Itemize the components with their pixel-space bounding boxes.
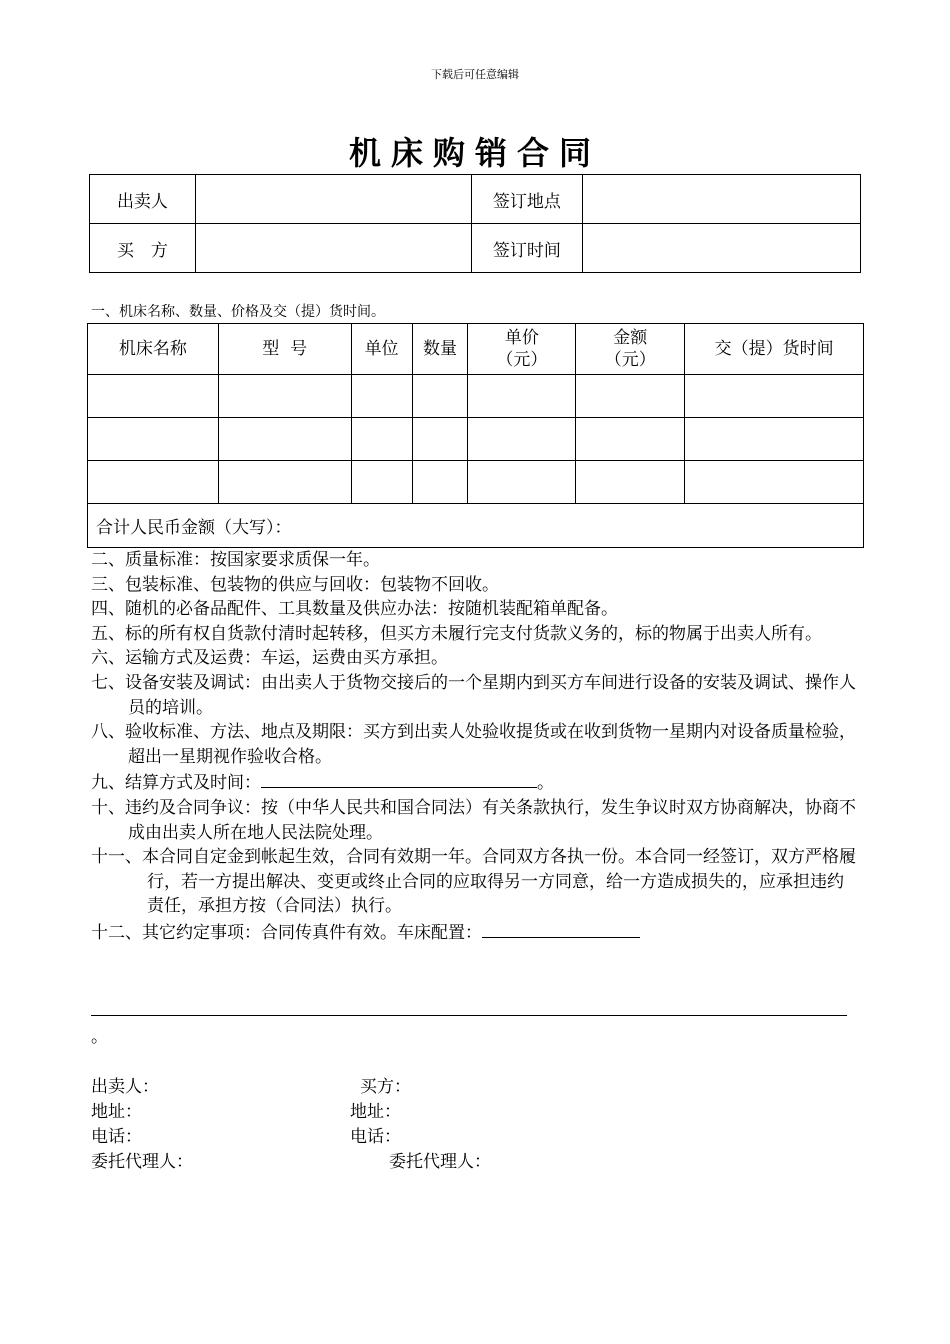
table-cell[interactable] xyxy=(88,461,219,504)
clause-12-label: 十二、其它约定事项：合同传真件有效。车床配置： xyxy=(91,922,482,943)
seller-agent-label: 委托代理人： xyxy=(91,1152,193,1172)
clause-11: 十一、本合同自定金到帐起生效，合同有效期一年。合同双方各执一份。本合同一经签订，双方严格履行，若一方提出解决、变更或终止合同的应取得另一方同意，给一方造成损失的，应承担违约责任，承担方按（合同法）执行。 xyxy=(91,847,856,917)
buyer-address-label: 地址： xyxy=(350,1102,401,1122)
table-cell[interactable] xyxy=(218,375,351,418)
buyer-label: 买 方 xyxy=(90,224,196,273)
clause-6: 六、运输方式及运费：车运，运费由买方承担。 xyxy=(91,648,448,669)
time-field[interactable] xyxy=(583,224,861,273)
header-name: 机床名称 xyxy=(88,324,219,375)
table-cell[interactable] xyxy=(412,418,468,461)
clause-9 xyxy=(91,769,859,796)
clause-12 xyxy=(91,919,859,946)
table-cell[interactable] xyxy=(685,418,864,461)
table-cell[interactable] xyxy=(468,418,576,461)
header-amount-line1: 金额 xyxy=(613,328,648,348)
long-blank-line[interactable] xyxy=(91,1015,847,1016)
header-price-line1: 单价 xyxy=(504,328,539,348)
table-cell[interactable] xyxy=(468,375,576,418)
table-cell[interactable] xyxy=(576,461,685,504)
header-qty: 数量 xyxy=(412,324,468,375)
table-cell[interactable] xyxy=(412,375,468,418)
header-amount-line2: （元） xyxy=(604,350,656,370)
table-row xyxy=(88,375,864,418)
page-title: 机床购销合同 xyxy=(348,134,601,172)
buyer-phone-label: 电话： xyxy=(350,1127,401,1147)
items-table xyxy=(87,323,864,548)
header-amount xyxy=(576,324,685,375)
clause-8: 八、验收标准、方法、地点及期限：买方到出卖人处验收提货或在收到货物一星期内对设备质量检验，超出一星期视作验收合格。 xyxy=(91,722,856,767)
table-cell[interactable] xyxy=(412,461,468,504)
seller-phone-label: 电话： xyxy=(91,1127,142,1147)
clauses xyxy=(91,548,859,946)
seller-field[interactable] xyxy=(195,175,471,224)
buyer-signature-label: 买方： xyxy=(360,1077,411,1097)
seller-label: 出卖人 xyxy=(90,175,196,224)
header-note: 下载后可任意编辑 xyxy=(431,68,519,81)
header-price-line2: （元） xyxy=(496,350,548,370)
time-label: 签订时间 xyxy=(471,224,583,273)
trailing-dot: 。 xyxy=(91,1027,108,1047)
header-price xyxy=(468,324,576,375)
table-cell[interactable] xyxy=(218,418,351,461)
table-cell[interactable] xyxy=(468,461,576,504)
clause-10: 十、违约及合同争议：按（中华人民共和国合同法）有关条款执行，发生争议时双方协商解决，协商不成由出卖人所在地人民法院处理。 xyxy=(91,797,856,843)
table-cell[interactable] xyxy=(218,461,351,504)
clause-7: 七、设备安装及调试：由出卖人于货物交接后的一个星期内到买方车间进行设备的安装及调试、操作人员的培训。 xyxy=(91,672,856,718)
clause-2: 二、质量标准：按国家要求质保一年。 xyxy=(91,550,380,570)
clause-5: 五、标的所有权自货款付清时起转移，但买方未履行完支付货款义务的，标的物属于出卖人所有。 xyxy=(91,623,822,644)
place-field[interactable] xyxy=(583,175,861,224)
table-cell[interactable] xyxy=(88,375,219,418)
settlement-blank[interactable] xyxy=(261,769,537,788)
header-delivery: 交（提）货时间 xyxy=(685,324,864,375)
header-unit: 单位 xyxy=(351,324,412,375)
table-cell[interactable] xyxy=(351,418,412,461)
table-cell[interactable] xyxy=(351,375,412,418)
buyer-agent-label: 委托代理人： xyxy=(389,1152,491,1172)
table-cell[interactable] xyxy=(685,461,864,504)
clause-4: 四、随机的必备品配件、工具数量及供应办法：按随机装配箱单配备。 xyxy=(91,599,618,620)
table-cell[interactable] xyxy=(685,375,864,418)
header-model: 型 号 xyxy=(218,324,351,375)
table-row xyxy=(88,418,864,461)
clause-3: 三、包装标准、包装物的供应与回收：包装物不回收。 xyxy=(91,574,499,595)
place-label: 签订地点 xyxy=(471,175,583,224)
table-cell[interactable] xyxy=(576,418,685,461)
clause-9-label: 九、结算方式及时间： xyxy=(91,773,261,794)
table-cell[interactable] xyxy=(351,461,412,504)
total-amount-label: 合计人民币金额（大写）： xyxy=(88,504,864,548)
table-cell[interactable] xyxy=(576,375,685,418)
seller-address-label: 地址： xyxy=(91,1102,142,1122)
party-table xyxy=(89,174,861,273)
lathe-config-blank[interactable] xyxy=(482,919,640,938)
buyer-field[interactable] xyxy=(195,224,471,273)
section1-title: 一、机床名称、数量、价格及交（提）货时间。 xyxy=(91,304,385,320)
table-row xyxy=(88,461,864,504)
clause-9-end: 。 xyxy=(537,773,554,794)
table-cell[interactable] xyxy=(88,418,219,461)
seller-signature-label: 出卖人： xyxy=(91,1077,159,1097)
